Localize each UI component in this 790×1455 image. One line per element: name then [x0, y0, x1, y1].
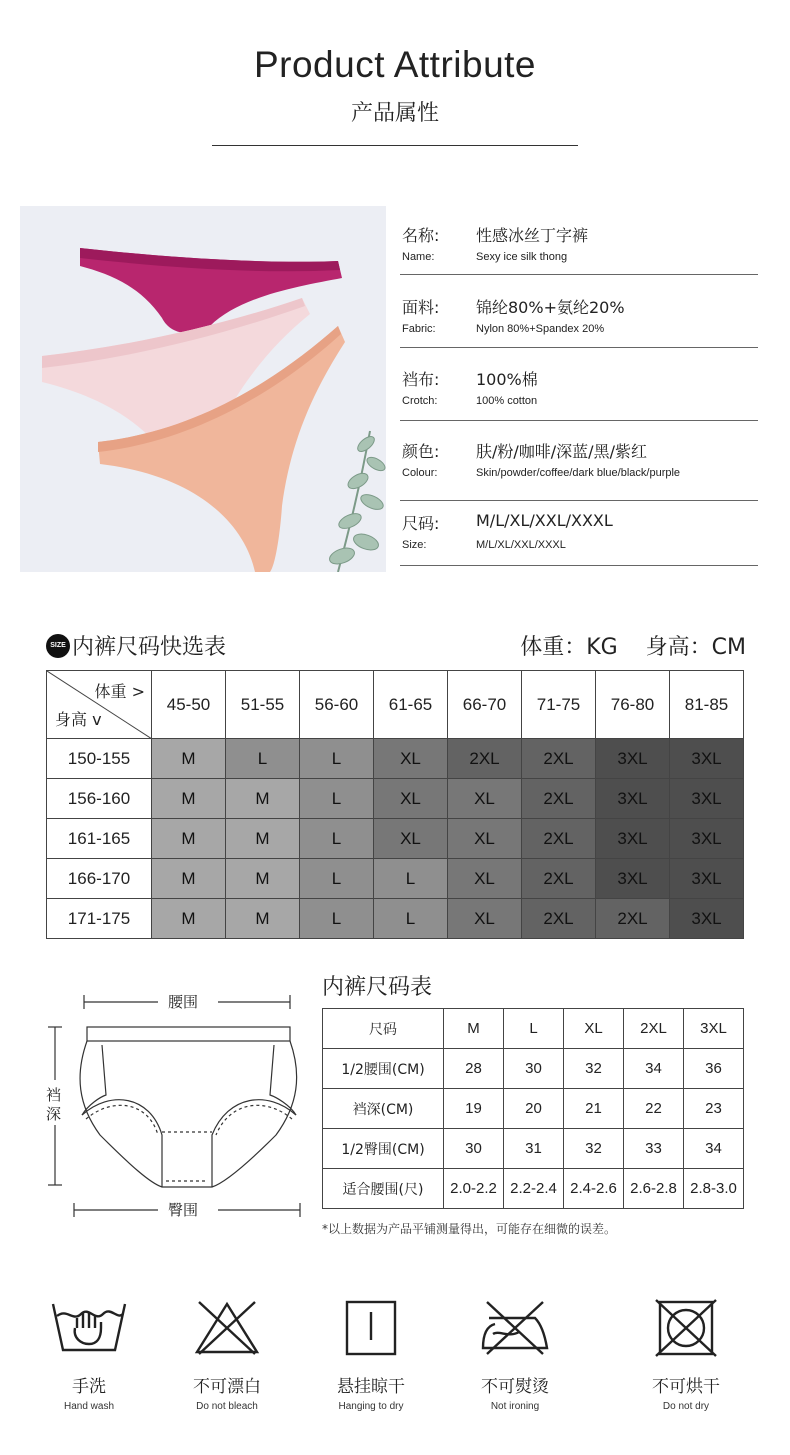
- attr-key-en: Crotch:: [402, 395, 438, 407]
- page-title: Product Attribute: [253, 44, 537, 85]
- size-cell: 2XL: [522, 819, 596, 859]
- size-cell: L: [300, 779, 374, 819]
- size-table-cell: 30: [504, 1049, 564, 1089]
- size-cell: 2XL: [448, 739, 522, 779]
- size-table-header: 3XL: [684, 1009, 744, 1049]
- size-table-label: 适合腰围(尺): [323, 1169, 444, 1209]
- size-table-cell: 32: [564, 1129, 624, 1169]
- weight-header: 66-70: [448, 671, 522, 739]
- attr-val-cn: 性感冰丝丁字裤: [476, 226, 589, 245]
- size-table-cell: 2.6-2.8: [624, 1169, 684, 1209]
- size-table-header: 尺码: [323, 1009, 444, 1049]
- size-table-header-row: [323, 1009, 744, 1049]
- size-cell: 3XL: [596, 819, 670, 859]
- weight-header: 71-75: [522, 671, 596, 739]
- care-hand-wash: [34, 1298, 144, 1412]
- size-table-row: [323, 1129, 744, 1169]
- size-table-label: 1/2腰围(CM): [323, 1049, 444, 1089]
- corner-height-label: 身高 v: [55, 710, 102, 729]
- size-cell: XL: [448, 859, 522, 899]
- size-table-header: L: [504, 1009, 564, 1049]
- size-cell: 3XL: [670, 819, 744, 859]
- hip-label: 臀围: [168, 1201, 199, 1219]
- care-label-cn: 不可漂白: [193, 1377, 261, 1397]
- size-cell: 2XL: [522, 739, 596, 779]
- attr-key-cn: 名称:: [402, 226, 440, 245]
- size-cell: M: [226, 819, 300, 859]
- waist-label: 腰围: [168, 993, 199, 1011]
- size-cell: 3XL: [670, 859, 744, 899]
- size-cell: L: [300, 899, 374, 939]
- measurement-note: *以上数据为产品平铺测量得出，可能存在细微的误差。: [322, 1222, 617, 1236]
- size-table-cell: 2.2-2.4: [504, 1169, 564, 1209]
- weight-header: 76-80: [596, 671, 670, 739]
- height-cell: 150-155: [47, 739, 152, 779]
- size-table-header: 2XL: [624, 1009, 684, 1049]
- attr-val-cn: 肤/粉/咖啡/深蓝/黑/紫红: [476, 442, 647, 461]
- size-cell: XL: [374, 819, 448, 859]
- height-cell: 166-170: [47, 859, 152, 899]
- attr-val-en: 100% cotton: [476, 395, 538, 407]
- size-cell: 3XL: [670, 899, 744, 939]
- rise-label-2: 深: [46, 1105, 62, 1123]
- size-table-cell: 19: [444, 1089, 504, 1129]
- title-divider: [212, 145, 578, 146]
- attr-val-en: Skin/powder/coffee/dark blue/black/purple: [476, 467, 681, 479]
- attr-key-cn: 裆布:: [402, 370, 440, 389]
- size-cell: L: [226, 739, 300, 779]
- quick-size-row: [47, 819, 744, 859]
- size-cell: M: [226, 899, 300, 939]
- size-cell: 3XL: [670, 739, 744, 779]
- weight-header: 51-55: [226, 671, 300, 739]
- size-table-cell: 21: [564, 1089, 624, 1129]
- size-table-row: [323, 1089, 744, 1129]
- size-table: [322, 1008, 744, 1209]
- size-table-header: M: [444, 1009, 504, 1049]
- size-cell: 3XL: [596, 859, 670, 899]
- care-label-cn: 手洗: [72, 1377, 106, 1397]
- care-label-en: Hanging to dry: [338, 1401, 404, 1412]
- care-no-iron: [460, 1298, 570, 1412]
- size-cell: 2XL: [522, 859, 596, 899]
- no-iron-icon: [475, 1298, 555, 1358]
- attr-val-en: Nylon 80%+Spandex 20%: [476, 323, 605, 335]
- size-table-cell: 33: [624, 1129, 684, 1169]
- size-cell: XL: [448, 779, 522, 819]
- attr-key-en: Colour:: [402, 467, 438, 479]
- height-cell: 156-160: [47, 779, 152, 819]
- attr-key-en: Name:: [402, 251, 435, 263]
- corner-cell: [47, 671, 152, 739]
- care-label-en: Hand wash: [63, 1401, 115, 1412]
- size-table-cell: 2.4-2.6: [564, 1169, 624, 1209]
- quick-size-table: [46, 670, 744, 939]
- hang-dry-icon: [331, 1298, 411, 1358]
- no-tumble-dry-icon: [646, 1298, 726, 1358]
- attr-row-size: [400, 494, 758, 566]
- size-table-cell: 34: [684, 1129, 744, 1169]
- page-subtitle: 产品属性: [350, 101, 439, 126]
- size-cell: L: [374, 899, 448, 939]
- size-cell: M: [152, 859, 226, 899]
- care-label-cn: 悬挂晾干: [337, 1377, 405, 1397]
- size-table-cell: 22: [624, 1089, 684, 1129]
- size-table-cell: 28: [444, 1049, 504, 1089]
- quick-size-row: [47, 899, 744, 939]
- size-cell: 3XL: [596, 779, 670, 819]
- weight-header: 45-50: [152, 671, 226, 739]
- size-cell: L: [300, 739, 374, 779]
- size-table-cell: 31: [504, 1129, 564, 1169]
- size-table-cell: 20: [504, 1089, 564, 1129]
- care-no-bleach: [172, 1298, 282, 1412]
- size-cell: XL: [374, 739, 448, 779]
- size-table-cell: 32: [564, 1049, 624, 1089]
- care-label-cn: 不可熨烫: [481, 1377, 549, 1397]
- height-cell: 171-175: [47, 899, 152, 939]
- size-table-cell: 36: [684, 1049, 744, 1089]
- attr-key-cn: 颜色:: [402, 442, 440, 461]
- size-badge-icon: SIZE: [46, 634, 70, 658]
- size-cell: M: [152, 779, 226, 819]
- weight-header-row: [47, 671, 744, 739]
- size-cell: 3XL: [596, 739, 670, 779]
- no-bleach-icon: [187, 1298, 267, 1358]
- size-table-cell: 2.0-2.2: [444, 1169, 504, 1209]
- size-cell: XL: [374, 779, 448, 819]
- care-label-en: Do not dry: [662, 1401, 710, 1412]
- care-label-en: Not ironing: [490, 1401, 540, 1412]
- care-hang-dry: [316, 1298, 426, 1412]
- care-label-en: Do not bleach: [196, 1401, 258, 1412]
- quick-size-row: [47, 739, 744, 779]
- eucalyptus-leaves: [327, 431, 386, 572]
- weight-header: 61-65: [374, 671, 448, 739]
- corner-weight-label: 体重 >: [94, 682, 145, 701]
- quick-size-row: [47, 859, 744, 899]
- attr-row-crotch: [400, 350, 758, 421]
- size-table-row: [323, 1169, 744, 1209]
- care-no-tumble-dry: [631, 1298, 741, 1412]
- size-table-cell: 23: [684, 1089, 744, 1129]
- attr-row-fabric: [400, 278, 758, 348]
- attr-key-en: Size:: [402, 539, 427, 551]
- measurement-diagram: [40, 985, 310, 1225]
- attr-val-cn: 100%棉: [476, 370, 538, 389]
- size-cell: L: [374, 859, 448, 899]
- size-cell: 3XL: [670, 779, 744, 819]
- size-cell: 2XL: [522, 899, 596, 939]
- attr-key-cn: 面料:: [402, 298, 440, 317]
- attr-row-name: [400, 206, 758, 275]
- size-table-cell: 2.8-3.0: [684, 1169, 744, 1209]
- hand-wash-icon: [49, 1298, 129, 1358]
- size-table-cell: 30: [444, 1129, 504, 1169]
- size-table-label: 裆深(CM): [323, 1089, 444, 1129]
- size-cell: XL: [448, 819, 522, 859]
- size-cell: 2XL: [522, 779, 596, 819]
- size-cell: XL: [448, 899, 522, 939]
- attr-val-cn: 锦纶80%+氨纶20%: [476, 298, 625, 317]
- size-cell: L: [300, 819, 374, 859]
- weight-header: 81-85: [670, 671, 744, 739]
- size-table-row: [323, 1049, 744, 1089]
- attr-key-en: Fabric:: [402, 323, 436, 335]
- quick-size-units: 体重：KG 身高：CM: [520, 635, 746, 660]
- weight-header: 56-60: [300, 671, 374, 739]
- size-cell: 2XL: [596, 899, 670, 939]
- attr-val-en: M/L/XL/XXL/XXXL: [476, 539, 566, 551]
- attr-val-cn: M/L/XL/XXL/XXXL: [476, 511, 613, 530]
- product-photo: [20, 206, 386, 572]
- quick-size-header: [46, 630, 746, 662]
- care-label-cn: 不可烘干: [652, 1377, 720, 1397]
- size-table-label: 1/2臀围(CM): [323, 1129, 444, 1169]
- size-cell: L: [300, 859, 374, 899]
- magenta-thong: [80, 248, 342, 333]
- attr-key-cn: 尺码:: [402, 514, 440, 533]
- size-cell: M: [152, 899, 226, 939]
- size-cell: M: [226, 779, 300, 819]
- size-cell: M: [152, 819, 226, 859]
- size-table-header: XL: [564, 1009, 624, 1049]
- rise-label-1: 裆: [46, 1086, 62, 1104]
- size-table-cell: 34: [624, 1049, 684, 1089]
- size-cell: M: [226, 859, 300, 899]
- quick-size-title: 内裤尺码快选表: [72, 635, 227, 660]
- size-cell: M: [152, 739, 226, 779]
- quick-size-row: [47, 779, 744, 819]
- attr-row-colour: [400, 422, 758, 501]
- height-cell: 161-165: [47, 819, 152, 859]
- attr-val-en: Sexy ice silk thong: [476, 251, 568, 263]
- size-table-title: 内裤尺码表: [322, 975, 433, 1000]
